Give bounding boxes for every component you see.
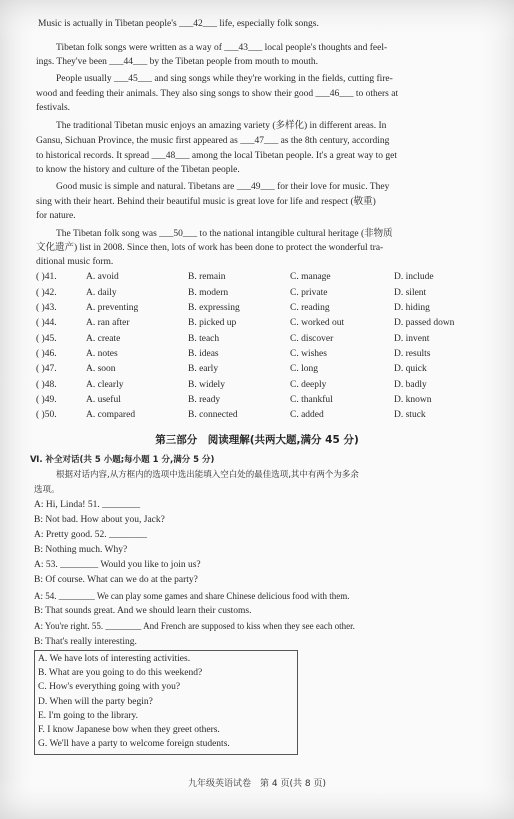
dialogue-line-2: B: Not bad. How about you, Jack? [34, 515, 165, 525]
passage-line-15: 文化遗产) list in 2008. Since then, lots of work has been done to protect the wonderful tra- [36, 243, 384, 253]
option-line-d: D. When will the party begin? [38, 697, 153, 707]
option-b: B. teach [188, 334, 220, 344]
option-c: C. added [290, 410, 324, 420]
dialogue-line-5: A: 53. ________ Would you like to join us? [34, 560, 201, 570]
option-c: C. thankful [290, 395, 333, 405]
option-b: B. remain [188, 272, 226, 282]
option-c: C. reading [290, 303, 330, 313]
passage-line-1: Music is actually in Tibetan people's ___42___ life, especially folk songs. [38, 19, 319, 29]
question-number: ( )44. [36, 318, 57, 328]
page-footer: 九年级英语试卷 第 4 页(共 8 页) [188, 779, 326, 789]
passage-line-2: Tibetan folk songs were written as a way of ___43___ local people's thoughts and feel- [56, 43, 388, 53]
option-c: C. private [290, 288, 328, 298]
option-d: D. include [394, 272, 434, 282]
option-a: A. avoid [86, 272, 119, 282]
passage-line-9: to historical records. It spread ___48___ among the local Tibetan people. It's a great way to get [36, 151, 398, 161]
option-b: B. expressing [188, 303, 240, 313]
passage-line-13: for nature. [36, 211, 76, 221]
option-a: A. clearly [86, 380, 124, 390]
option-b: B. widely [188, 380, 225, 390]
option-d: D. stuck [394, 410, 426, 420]
option-c: C. worked out [290, 318, 345, 328]
dialogue-line-9: A: You're right. 55. ________ And French are supposed to kiss when they see each other. [34, 621, 355, 631]
dialogue-line-1: A: Hi, Linda! 51. ________ [34, 500, 141, 510]
question-number: ( )42. [36, 288, 57, 298]
option-a: A. useful [86, 395, 121, 405]
option-b: B. picked up [188, 318, 237, 328]
option-line-g: G. We'll have a party to welcome foreign students. [38, 739, 230, 749]
option-b: B. connected [188, 410, 238, 420]
passage-line-8: Gansu, Sichuan Province, the music first appeared as ___47___ as the 8th century, according [36, 136, 390, 146]
passage-line-6: festivals. [36, 103, 71, 113]
question-number: ( )47. [36, 364, 57, 374]
option-c: C. discover [290, 334, 334, 344]
passage-line-4: People usually ___45___ and sing songs while they're working in the fields, cutting fire- [56, 74, 393, 84]
question-number: ( )45. [36, 334, 57, 344]
option-b: B. ready [188, 395, 221, 405]
option-d: D. hiding [394, 303, 430, 313]
passage-line-14: The Tibetan folk song was ___50___ to the national intangible cultural heritage (非物质 [56, 229, 393, 239]
question-number: ( )50. [36, 410, 57, 420]
option-d: D. known [394, 395, 432, 405]
question-number: ( )41. [36, 272, 57, 282]
question-number: ( )48. [36, 380, 57, 390]
passage-line-7: The traditional Tibetan music enjoys an amazing variety (多样化) in different areas. In [56, 121, 387, 131]
section6-heading: Ⅵ. 补全对话(共 5 小题;每小题 1 分,满分 5 分) [30, 455, 215, 465]
section6-instruction: 根据对话内容,从方框内的选项中选出能填入空白处的最佳选项,其中有两个为多余 [56, 470, 359, 480]
option-a: A. preventing [86, 303, 139, 313]
option-d: D. passed down [394, 318, 455, 328]
option-a: A. daily [86, 288, 117, 298]
option-line-f: F. I know Japanese bow when they greet others. [38, 725, 220, 735]
option-a: A. compared [86, 410, 136, 420]
option-d: D. silent [394, 288, 427, 298]
option-a: A. ran after [86, 318, 130, 328]
option-line-b: B. What are you going to do this weekend? [38, 668, 203, 678]
dialogue-line-3: A: Pretty good. 52. ________ [34, 530, 147, 540]
question-number: ( )46. [36, 349, 57, 359]
option-b: B. modern [188, 288, 229, 298]
passage-line-5: wood and feeding their animals. They also sing songs to show their good ___46___ to others at [36, 89, 399, 99]
option-line-a: A. We have lots of interesting activities. [38, 654, 191, 664]
passage-line-11: Good music is simple and natural. Tibetans are ___49___ for their love for music. They [56, 182, 390, 192]
passage-line-16: ditional music form. [36, 257, 114, 267]
option-b: B. early [188, 364, 219, 374]
option-b: B. ideas [188, 349, 219, 359]
option-c: C. wishes [290, 349, 327, 359]
option-a: A. create [86, 334, 121, 344]
option-a: A. soon [86, 364, 116, 374]
option-c: C. deeply [290, 380, 327, 390]
option-line-e: E. I'm going to the library. [38, 711, 139, 721]
dialogue-line-7: A: 54. ________ We can play some games and share Chinese delicious food with them. [34, 591, 350, 601]
passage-line-3: ings. They've been ___44___ by the Tibetan people from mouth to mouth. [36, 57, 319, 67]
option-d: D. quick [394, 364, 427, 374]
option-a: A. notes [86, 349, 118, 359]
dialogue-line-6: B: Of course. What can we do at the party? [34, 575, 198, 585]
passage-line-10: to know the history and culture of the Tibetan people. [36, 165, 240, 175]
dialogue-line-10: B: That's really interesting. [34, 637, 137, 647]
option-c: C. long [290, 364, 318, 374]
option-c: C. manage [290, 272, 331, 282]
option-d: D. badly [394, 380, 427, 390]
option-d: D. invent [394, 334, 430, 344]
dialogue-line-8: B: That sounds great. And we should learn their customs. [34, 606, 252, 616]
section6-instruction-cont: 选项。 [34, 485, 60, 495]
question-number: ( )43. [36, 303, 57, 313]
option-d: D. results [394, 349, 431, 359]
dialogue-line-4: B: Nothing much. Why? [34, 545, 128, 555]
part3-title: 第三部分 阅读理解(共两大题,满分 45 分) [155, 434, 359, 446]
passage-line-12: sing with their heart. Behind their beautiful music is great love for life and respect (敬重) [36, 197, 376, 207]
option-line-c: C. How's everything going with you? [38, 682, 181, 692]
question-number: ( )49. [36, 395, 57, 405]
